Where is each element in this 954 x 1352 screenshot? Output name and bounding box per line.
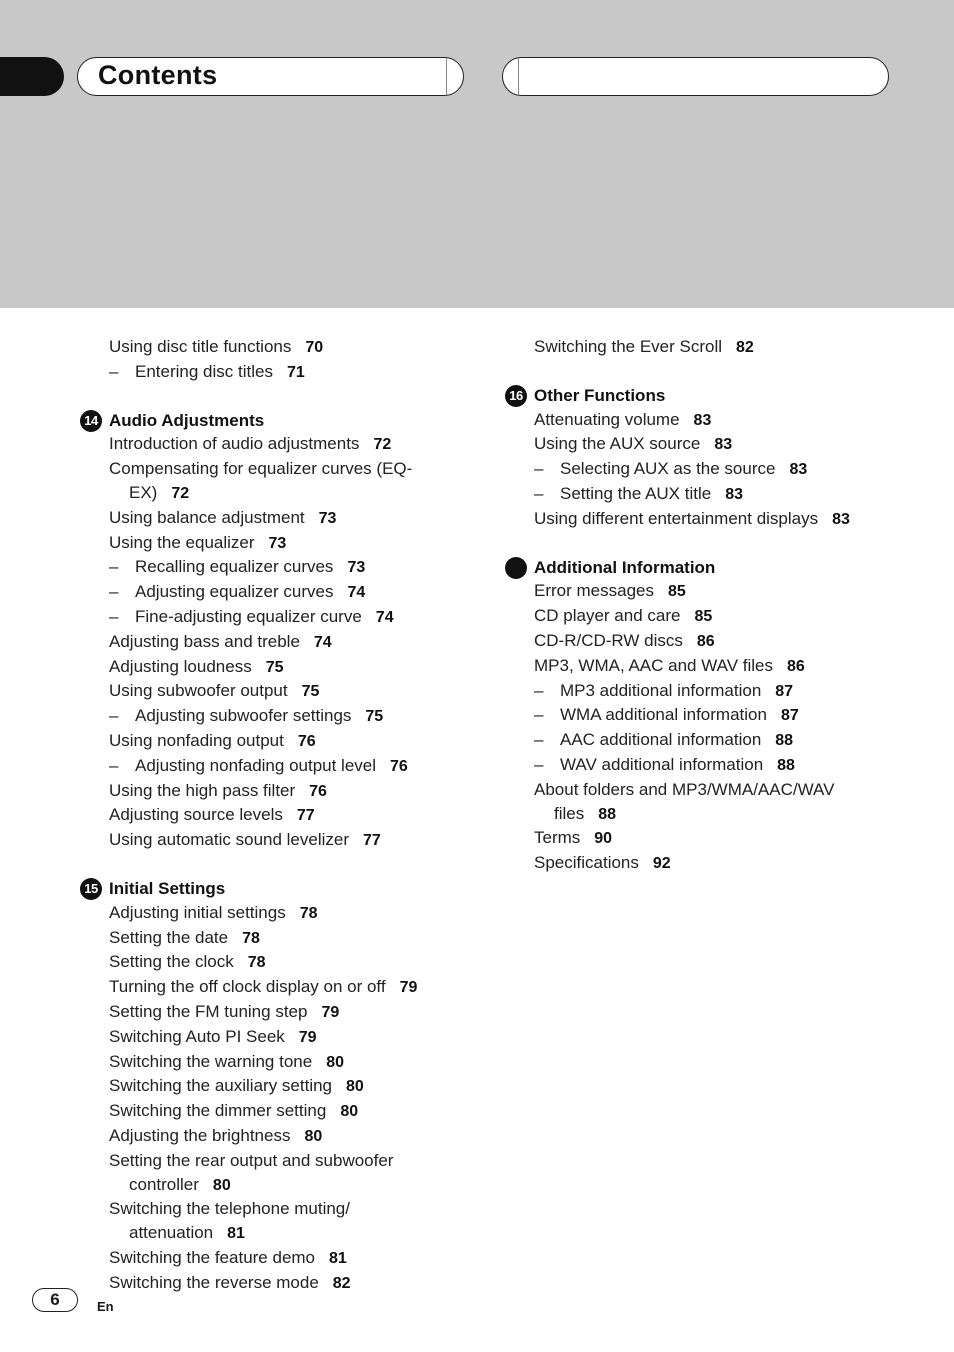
page-ref: 73 bbox=[318, 509, 337, 527]
page-ref: 87 bbox=[780, 707, 799, 725]
toc-entry[interactable] bbox=[80, 506, 480, 531]
toc-entry[interactable] bbox=[80, 828, 480, 853]
entry-title-continued bbox=[109, 1173, 480, 1198]
toc-entry[interactable] bbox=[80, 1025, 480, 1050]
toc-entry[interactable] bbox=[80, 779, 480, 804]
toc-entry[interactable] bbox=[80, 432, 480, 457]
section-heading-text: Initial Settings bbox=[109, 878, 226, 898]
page-ref: 85 bbox=[667, 583, 686, 601]
entry-title: Switching the reverse mode bbox=[109, 1272, 319, 1292]
page-ref: 83 bbox=[714, 436, 733, 454]
entry-title: Specifications bbox=[534, 853, 639, 873]
entry-title: AAC additional information bbox=[560, 730, 762, 750]
page-ref: 76 bbox=[309, 782, 327, 800]
dash-bullet: – bbox=[534, 680, 544, 700]
header-banner bbox=[0, 0, 954, 308]
toc-entry[interactable] bbox=[505, 604, 925, 629]
page-ref: 71 bbox=[286, 363, 305, 381]
toc-subentry[interactable] bbox=[505, 482, 925, 507]
dash-bullet: – bbox=[109, 557, 119, 577]
dash-bullet: – bbox=[109, 606, 119, 626]
page-ref: 88 bbox=[775, 732, 794, 750]
toc-entry[interactable] bbox=[80, 901, 480, 926]
toc-entry[interactable] bbox=[80, 950, 480, 975]
secondary-box-divider bbox=[518, 58, 519, 95]
toc-entry[interactable] bbox=[80, 655, 480, 680]
toc-entry[interactable] bbox=[80, 975, 480, 1000]
entry-title: Terms bbox=[534, 828, 581, 848]
entry-title: WAV additional information bbox=[560, 754, 764, 774]
toc-entry[interactable] bbox=[80, 1074, 480, 1099]
entry-title: CD-R/CD-RW discs bbox=[534, 630, 683, 650]
section-number-badge: 14 bbox=[80, 410, 102, 432]
toc-entry[interactable] bbox=[505, 654, 925, 679]
toc-subentry[interactable] bbox=[80, 704, 480, 729]
dash-bullet: – bbox=[534, 754, 544, 774]
page-ref: 79 bbox=[298, 1028, 317, 1046]
toc-entry[interactable] bbox=[505, 851, 925, 876]
page-ref: 86 bbox=[787, 657, 805, 675]
section-heading-text: Additional Information bbox=[534, 557, 716, 577]
page-ref: 80 bbox=[304, 1127, 323, 1145]
entry-title: Switching the telephone muting/ bbox=[109, 1199, 350, 1219]
page-ref: 83 bbox=[725, 485, 743, 503]
entry-title: Using subwoofer output bbox=[109, 681, 288, 701]
secondary-title-box bbox=[502, 57, 889, 96]
entry-title: Error messages bbox=[534, 581, 654, 601]
section-tab bbox=[0, 57, 64, 96]
toc-subentry[interactable] bbox=[505, 753, 925, 778]
page-ref: 77 bbox=[296, 807, 315, 825]
section-heading-text: Audio Adjustments bbox=[109, 410, 265, 430]
toc-subentry[interactable] bbox=[80, 580, 480, 605]
page-ref: 76 bbox=[390, 757, 408, 775]
toc-entry[interactable] bbox=[505, 579, 925, 604]
toc-entry[interactable] bbox=[505, 408, 925, 433]
page-ref: 80 bbox=[212, 1176, 231, 1194]
dash-bullet: – bbox=[109, 582, 119, 602]
page-ref: 75 bbox=[265, 658, 284, 676]
toc-entry[interactable] bbox=[80, 729, 480, 754]
page-title: Contents bbox=[98, 60, 218, 90]
toc-entry[interactable] bbox=[80, 1197, 480, 1246]
entry-title: Using the equalizer bbox=[109, 532, 255, 552]
page-ref: 70 bbox=[305, 339, 324, 356]
entry-title: Switching the feature demo bbox=[109, 1247, 316, 1267]
entry-title: Compensating for equalizer curves (EQ- bbox=[109, 459, 413, 479]
page-ref: 78 bbox=[247, 954, 266, 972]
entry-title: Turning the off clock display on or off bbox=[109, 977, 386, 997]
toc-entry[interactable] bbox=[505, 432, 925, 457]
page-ref: 79 bbox=[399, 979, 418, 997]
dash-bullet: – bbox=[534, 459, 544, 479]
page-number: 6 bbox=[32, 1288, 78, 1312]
toc-section-heading[interactable] bbox=[505, 384, 925, 408]
toc-subentry[interactable] bbox=[80, 555, 480, 580]
toc-subentry[interactable] bbox=[505, 457, 925, 482]
entry-title: Using different entertainment displays bbox=[534, 508, 819, 528]
entry-title: Introduction of audio adjustments bbox=[109, 434, 360, 454]
entry-title: Setting the rear output and subwoofer bbox=[109, 1150, 394, 1170]
page-ref: 77 bbox=[363, 832, 381, 850]
toc-entry[interactable] bbox=[80, 926, 480, 951]
entry-title: Switching Auto PI Seek bbox=[109, 1026, 285, 1046]
entry-title: Selecting AUX as the source bbox=[560, 459, 776, 479]
entry-title: Using the AUX source bbox=[534, 434, 701, 454]
section-number-badge bbox=[505, 557, 527, 579]
entry-title: Setting the AUX title bbox=[560, 483, 712, 503]
toc-entry[interactable] bbox=[80, 630, 480, 655]
language-code: En bbox=[97, 1299, 114, 1314]
page-ref: 87 bbox=[775, 682, 794, 700]
entry-title-continued bbox=[109, 481, 480, 506]
toc-section-heading[interactable] bbox=[80, 877, 480, 901]
toc-subentry[interactable] bbox=[80, 754, 480, 779]
entry-title: Recalling equalizer curves bbox=[135, 557, 334, 577]
page-ref: 73 bbox=[347, 559, 366, 577]
entry-title: Adjusting equalizer curves bbox=[135, 582, 334, 602]
entry-title: Switching the warning tone bbox=[109, 1051, 313, 1071]
section-number-badge: 15 bbox=[80, 878, 102, 900]
page-ref: 88 bbox=[598, 805, 617, 823]
toc-entry[interactable] bbox=[505, 629, 925, 654]
dash-bullet: – bbox=[109, 706, 119, 726]
page-ref: 74 bbox=[313, 633, 332, 651]
entry-title-continued-text: controller bbox=[129, 1174, 199, 1194]
entry-title: Adjusting the brightness bbox=[109, 1125, 291, 1145]
toc-entry[interactable] bbox=[80, 1149, 480, 1198]
page-ref: 78 bbox=[242, 929, 260, 947]
toc-left-column bbox=[80, 335, 480, 1295]
entry-title: Adjusting source levels bbox=[109, 805, 283, 825]
title-box-divider bbox=[446, 58, 447, 95]
dash-bullet: – bbox=[534, 730, 544, 750]
page-ref: 75 bbox=[301, 683, 320, 701]
toc-section-heading[interactable] bbox=[505, 556, 925, 580]
page-ref: 86 bbox=[696, 632, 715, 650]
entry-title: Adjusting bass and treble bbox=[109, 631, 300, 651]
toc-entry[interactable] bbox=[80, 1271, 480, 1296]
page-ref: 82 bbox=[332, 1274, 351, 1292]
entry-title: Adjusting loudness bbox=[109, 656, 252, 676]
section-number-badge: 16 bbox=[505, 385, 527, 407]
entry-title: Entering disc titles bbox=[135, 361, 273, 381]
toc-entry[interactable] bbox=[505, 826, 925, 851]
entry-title-continued-text: EX) bbox=[129, 482, 158, 502]
page-ref: 83 bbox=[832, 510, 850, 528]
entry-title: Using nonfading output bbox=[109, 730, 284, 750]
toc-subentry[interactable] bbox=[505, 679, 925, 704]
toc-entry[interactable] bbox=[80, 803, 480, 828]
page-ref: 80 bbox=[340, 1103, 359, 1121]
page-ref: 74 bbox=[375, 608, 394, 626]
dash-bullet: – bbox=[534, 483, 544, 503]
entry-title-continued bbox=[534, 802, 925, 827]
entry-title: Using balance adjustment bbox=[109, 507, 305, 527]
page-ref: 83 bbox=[789, 461, 808, 479]
entry-title: Using automatic sound levelizer bbox=[109, 830, 350, 850]
section-heading-text: Other Functions bbox=[534, 385, 666, 405]
entry-title: CD player and care bbox=[534, 606, 681, 626]
page-ref: 92 bbox=[652, 855, 671, 873]
page-ref: 74 bbox=[347, 584, 366, 602]
page-ref: 81 bbox=[329, 1249, 347, 1267]
dash-bullet: – bbox=[109, 755, 119, 775]
page-ref: 83 bbox=[693, 411, 712, 429]
toc-right-column bbox=[505, 335, 925, 876]
entry-title: Switching the dimmer setting bbox=[109, 1101, 327, 1121]
page-ref: 90 bbox=[594, 830, 613, 848]
entry-title: Using the high pass filter bbox=[109, 780, 296, 800]
title-box bbox=[77, 57, 464, 96]
entry-title: MP3 additional information bbox=[560, 680, 762, 700]
page-ref: 73 bbox=[268, 534, 287, 552]
toc-entry[interactable] bbox=[505, 335, 925, 360]
toc-entry[interactable] bbox=[80, 531, 480, 556]
entry-title: Fine-adjusting equalizer curve bbox=[135, 606, 362, 626]
toc-entry[interactable] bbox=[80, 679, 480, 704]
toc-subentry[interactable] bbox=[80, 605, 480, 630]
entry-title: Setting the date bbox=[109, 927, 229, 947]
toc-entry[interactable] bbox=[80, 457, 480, 506]
toc-subentry[interactable] bbox=[505, 728, 925, 753]
page-ref: 72 bbox=[171, 484, 190, 502]
toc-entry[interactable] bbox=[80, 1000, 480, 1025]
entry-title: Adjusting nonfading output level bbox=[135, 755, 377, 775]
toc-entry[interactable] bbox=[80, 1099, 480, 1124]
page-ref: 85 bbox=[694, 608, 713, 626]
toc-subentry[interactable] bbox=[505, 703, 925, 728]
toc-entry[interactable] bbox=[505, 507, 925, 532]
page-ref: 79 bbox=[321, 1003, 340, 1021]
page-ref: 80 bbox=[326, 1053, 344, 1071]
toc-subentry[interactable] bbox=[80, 360, 480, 385]
page-ref: 81 bbox=[227, 1225, 245, 1243]
page-ref: 72 bbox=[373, 436, 392, 454]
dash-bullet: – bbox=[109, 361, 119, 381]
entry-title: Setting the clock bbox=[109, 952, 234, 972]
entry-title: Adjusting initial settings bbox=[109, 902, 286, 922]
entry-title-continued-text: files bbox=[554, 803, 585, 823]
toc-entry[interactable] bbox=[80, 1246, 480, 1271]
entry-title: Attenuating volume bbox=[534, 409, 680, 429]
entry-title-continued-text: attenuation bbox=[129, 1223, 214, 1243]
entry-title: WMA additional information bbox=[560, 705, 767, 725]
toc-entry[interactable] bbox=[80, 1050, 480, 1075]
page-ref: 82 bbox=[736, 339, 754, 356]
toc-section-heading[interactable] bbox=[80, 409, 480, 433]
page-ref: 75 bbox=[365, 708, 384, 726]
page-ref: 88 bbox=[777, 756, 795, 774]
dash-bullet: – bbox=[534, 705, 544, 725]
toc-entry[interactable] bbox=[80, 335, 480, 360]
entry-title: About folders and MP3/WMA/AAC/WAV bbox=[534, 779, 835, 799]
entry-title: MP3, WMA, AAC and WAV files bbox=[534, 655, 774, 675]
entry-title: Using disc title functions bbox=[109, 337, 292, 356]
page-ref: 78 bbox=[299, 904, 318, 922]
entry-title: Switching the Ever Scroll bbox=[534, 337, 723, 356]
page-ref: 76 bbox=[297, 732, 316, 750]
toc-entry[interactable] bbox=[80, 1124, 480, 1149]
page-ref: 80 bbox=[346, 1078, 364, 1096]
entry-title: Switching the auxiliary setting bbox=[109, 1076, 333, 1096]
toc-entry[interactable] bbox=[505, 778, 925, 827]
entry-title: Setting the FM tuning step bbox=[109, 1001, 308, 1021]
entry-title-continued bbox=[109, 1221, 480, 1246]
entry-title: Adjusting subwoofer settings bbox=[135, 706, 352, 726]
